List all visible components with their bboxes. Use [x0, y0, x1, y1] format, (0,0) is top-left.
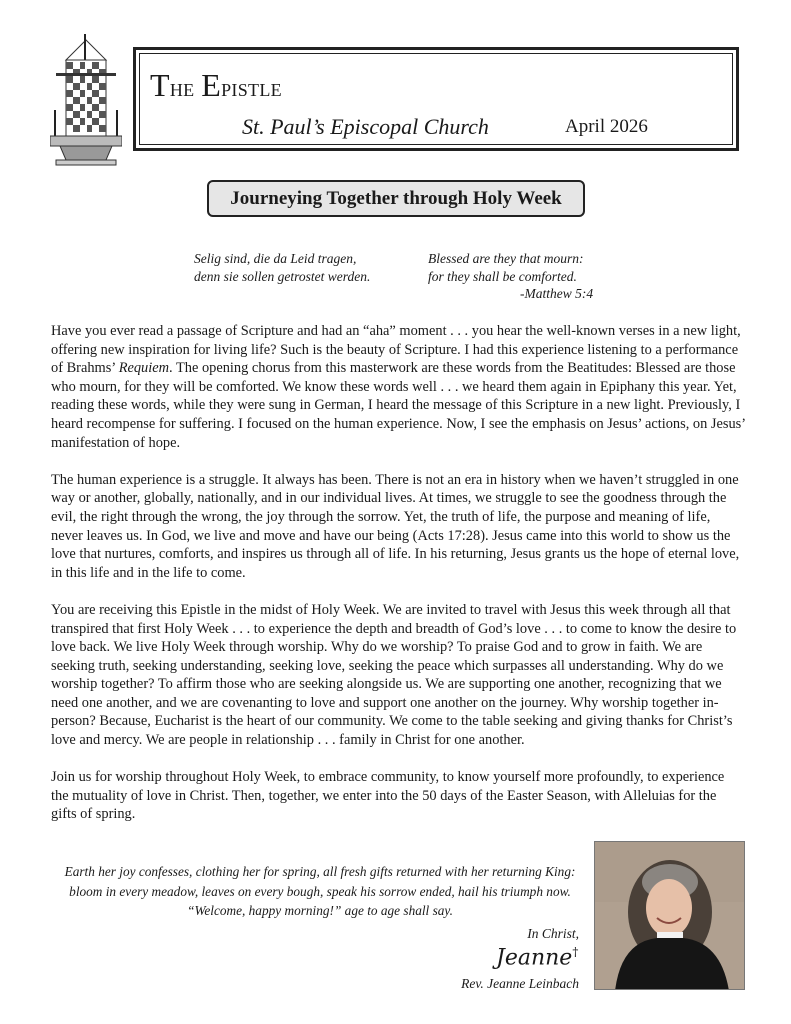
- author-name: Rev. Jeanne Leinbach: [461, 976, 579, 991]
- verse-citation: -Matthew 5:4: [520, 286, 594, 301]
- paragraph: Join us for worship throughout Holy Week, to embrace community, to know yourself more profoundly, to experience the mutuality of love in Christ. Then, together, we enter into the 50 days of the Easter Season, with Alleluias for the gifts of spring.: [51, 769, 725, 823]
- cross-icon: †: [572, 945, 579, 959]
- hymn-quote: [55, 862, 585, 921]
- title-word: he: [169, 73, 202, 102]
- paragraph: The human experience is a struggle. It always has been. There is not an era in history when we haven’t struggled in one way or another, globally, nationally, and in our individual lives. At times, we struggle to see the goodness through the evil, the right through the wrong, the joy through the sorrow. Yet, the truth of life, the purpose and meaning of life, never leaves us. In God, we live and move and have our being (Acts 17:28). Jesus came into this world to show us the love that nurtures, comforts, and inspires us through all of life. In his returning, Jesus grants us the hope of eternal love, in this life and in the life to come.: [51, 471, 740, 581]
- author-portrait: [594, 841, 745, 990]
- masthead: [133, 47, 739, 151]
- article-heading: Journeying Together through Holy Week: [207, 180, 585, 217]
- verse-line: for they shall be comforted.: [428, 269, 577, 284]
- church-altar-cross-logo-icon: [50, 32, 122, 166]
- verse-line: Blessed are they that mourn:: [428, 251, 584, 266]
- signature: [496, 945, 578, 970]
- title-initial: T: [150, 67, 170, 103]
- verse-english: [428, 250, 583, 286]
- verse-german: [194, 250, 370, 286]
- verse-line: Selig sind, die da Leid tragen,: [194, 251, 357, 266]
- church-name: St. Paul’s Episcopal Church: [242, 114, 489, 139]
- signature-text: Jeanne: [496, 945, 573, 971]
- hymn-line: Earth her joy confesses, clothing her for spring, all fresh gifts returned with her returning King:: [64, 864, 576, 879]
- title-word: pistle: [221, 73, 282, 102]
- hymn-line: “Welcome, happy morning!” age to age shall say.: [187, 903, 453, 918]
- hymn-line: bloom in every meadow, leaves on every bough, speak his sorrow ended, hail his triumph now.: [69, 883, 571, 899]
- paragraph: Have you ever read a passage of Scripture and had an “aha” moment . . . you hear the well-known verses in a new light, offering new inspiration for living life? Such is the beauty of Scripture. I had this experience listening to a performance of Brahms’ Requiem. The opening chorus from this masterwork are these words from the Beatitudes: Blessed are those who mourn, for they will be comforted. We know these words well . . . we heard them again in Epiphany this year. Yet, reading these words, while they were sung in German, I heard the message of this Scripture in a new light. Previously, I heard recompense for suffering. I focused on the human experience. Now, I see the emphasis on Jesus’ actions, on Jesus’ manifestation of hope.: [51, 323, 745, 451]
- issue-date: April 2026: [565, 116, 648, 137]
- paragraph: You are receiving this Epistle in the midst of Holy Week. We are invited to travel with Jesus this week through all that transpired that first Holy Week . . . to experience the depth and breadth of God’s love . . . to come to know the desire to love back. We live Holy Week through worship. Why do we worship? To praise God and to grow in faith. We are seeking truth, seeking understanding, seeking love, seeking the peace which surpasses all understanding. Why do we worship together? To affirm those who are seeking alongside us. We are supporting one another, recognizing that we need one another, and we are covenanting to love and support one another on the journey. Why worship together in-person? Because, Eucharist is the heart of our community. We come to the table seeking and giving thanks for Christ’s love and mercy. We are people in relationship . . . family in Christ for one another.: [51, 601, 737, 749]
- verse-line: denn sie sollen getrostet werden.: [194, 269, 371, 284]
- closing: In Christ,: [527, 926, 579, 941]
- title-initial: E: [201, 67, 222, 103]
- article-body: [51, 322, 745, 843]
- newsletter-title: [150, 67, 282, 104]
